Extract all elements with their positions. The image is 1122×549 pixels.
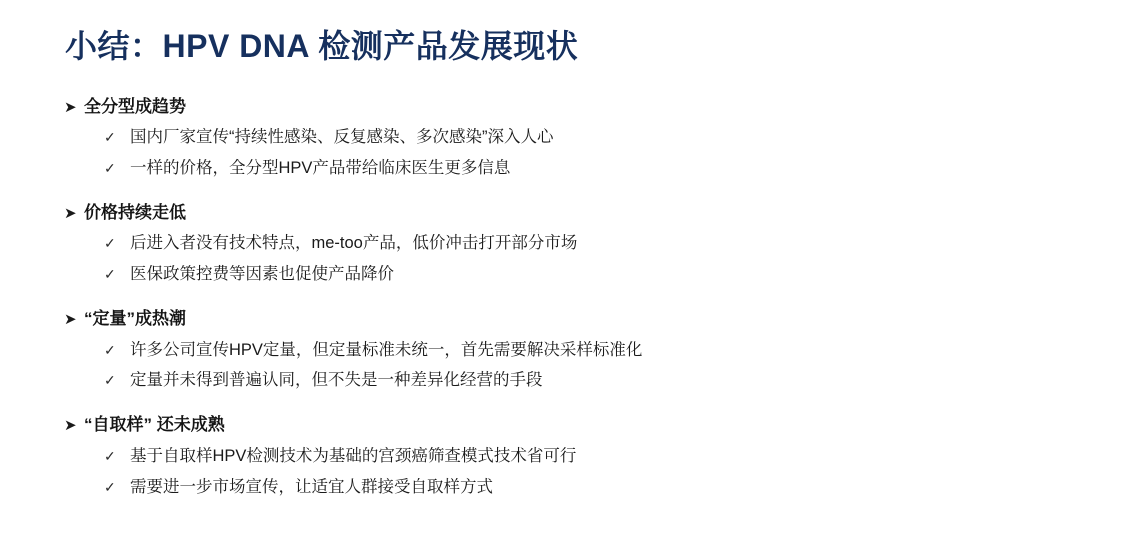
list-item <box>104 154 1072 183</box>
list-item <box>104 123 1072 152</box>
slide-content <box>60 94 1072 502</box>
bullet-list <box>60 229 1072 289</box>
bullet-list <box>60 123 1072 183</box>
check-mark-icon: ✓ <box>104 478 116 495</box>
section-title: 全分型成趋势 <box>84 96 186 116</box>
check-mark-icon: ✓ <box>104 341 116 358</box>
list-item-text: 许多公司宣传HPV定量，但定量标准未统一，首先需要解决采样标准化 <box>130 340 643 359</box>
list-item-text: 定量并未得到普遍认同，但不失是一种差异化经营的手段 <box>130 371 543 390</box>
list-item-text: 后进入者没有技术特点，me-too产品，低价冲击打开部分市场 <box>130 234 578 253</box>
bullet-list <box>60 442 1072 502</box>
list-item-text: 医保政策控费等因素也促使产品降价 <box>130 265 394 284</box>
section-heading <box>64 412 1072 438</box>
section-block <box>60 306 1072 395</box>
page-title: 小结：HPV DNA 检测产品发展现状 <box>65 28 579 64</box>
check-mark-icon: ✓ <box>104 447 116 464</box>
list-item-text: 基于自取样HPV检测技术为基础的宫颈癌筛查模式技术省可行 <box>130 446 577 465</box>
check-mark-icon: ✓ <box>104 159 116 176</box>
list-item <box>104 473 1072 502</box>
check-mark-icon: ✓ <box>104 372 116 389</box>
section-title: 价格持续走低 <box>84 202 186 222</box>
arrow-bullet-icon: ➤ <box>64 98 77 116</box>
list-item <box>104 442 1072 471</box>
section-heading <box>64 306 1072 332</box>
list-item <box>104 366 1072 395</box>
section-block <box>60 200 1072 289</box>
arrow-bullet-icon: ➤ <box>64 204 77 222</box>
arrow-bullet-icon: ➤ <box>64 417 77 435</box>
section-heading <box>64 200 1072 226</box>
list-item-text: 需要进一步市场宣传，让适宜人群接受自取样方式 <box>130 477 493 496</box>
check-mark-icon: ✓ <box>104 266 116 283</box>
list-item-text: 一样的价格，全分型HPV产品带给临床医生更多信息 <box>130 158 511 177</box>
check-mark-icon: ✓ <box>104 235 116 252</box>
list-item <box>104 260 1072 289</box>
list-item <box>104 229 1072 258</box>
check-mark-icon: ✓ <box>104 129 116 146</box>
arrow-bullet-icon: ➤ <box>64 311 77 329</box>
list-item <box>104 336 1072 365</box>
section-title: “定量”成热潮 <box>84 309 186 329</box>
list-item-text: 国内厂家宣传“持续性感染、反复感染、多次感染”深入人心 <box>130 128 554 147</box>
section-block <box>60 412 1072 501</box>
section-heading <box>64 94 1072 120</box>
bullet-list <box>60 336 1072 396</box>
section-title: “自取样” 还未成熟 <box>84 415 225 435</box>
section-block <box>60 94 1072 183</box>
